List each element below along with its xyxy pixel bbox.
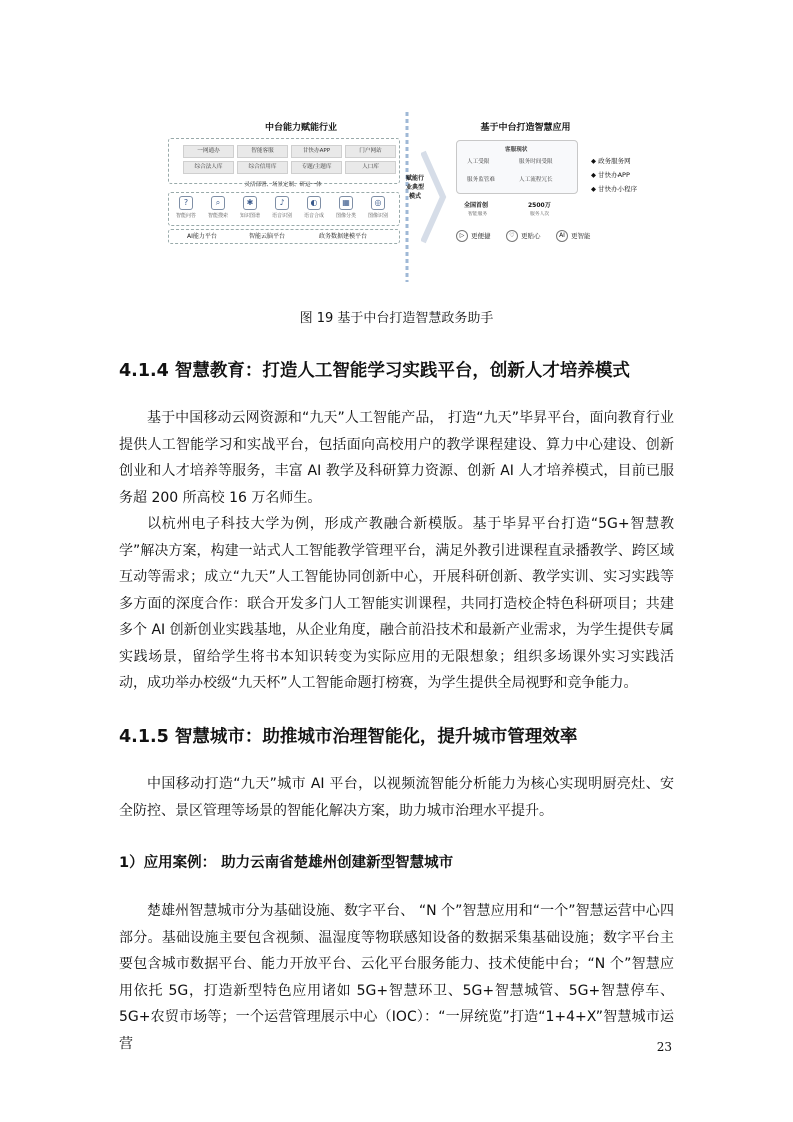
- chip: 门户网站: [345, 145, 396, 158]
- case-body: [119, 898, 674, 1057]
- capability-label: 智能搜索: [207, 213, 228, 219]
- diamond-icon: ◆: [591, 157, 599, 165]
- search-icon: ⌕: [211, 196, 225, 210]
- platform-label: 智能云脑平台: [249, 233, 286, 240]
- status-item: 人工流程冗长: [519, 177, 553, 183]
- channel-chip-group: [168, 138, 400, 184]
- chip: 综合法人库: [183, 161, 234, 174]
- paragraph: 楚雄州智慧城市分为基础设施、数字平台、 “N 个”智慧应用和“一个”智慧运营中心四部分。基础设施主要包含视频、温湿度等物联感知设备的数据采集基础设施；数字平台主要包含城市数据平台、能力开放平台、云化平台服务能力、技术使能中台；“N 个”智慧应用依托 5G，打造新型特色应用诸如 5G+智慧环卫、5G+智慧城管、5G+智慧停车、5G+农贸市场等；一个运营管理展示中心（IOC）：“一屏统览”打造“1+4+X”智慧城市运营: [119, 903, 674, 1052]
- stat-value: 全国首创: [464, 202, 489, 209]
- figure-left-title: 中台能力赋能行业: [264, 123, 337, 133]
- chip: 人口库: [345, 161, 396, 174]
- benefit-label: 更贴心: [521, 232, 541, 240]
- app-list: [591, 154, 691, 196]
- section-4-1-5-body: [119, 771, 674, 824]
- chip: 甘快办APP: [291, 145, 342, 158]
- app-list-item: [591, 182, 691, 196]
- platform-bar: [168, 229, 400, 244]
- stat-value: 2500万: [528, 202, 551, 209]
- image-recognition-icon: ◎: [371, 196, 385, 210]
- figure-smart-government-assistant: [166, 112, 638, 290]
- status-item: 人工受限: [467, 159, 490, 165]
- flow-arrow-icon: [421, 142, 451, 252]
- benefit-item: [506, 230, 541, 242]
- figure-right-title: 基于中台打造智慧应用: [480, 123, 571, 133]
- ai-icon: AI: [556, 230, 568, 242]
- capability-item: [205, 193, 231, 219]
- stat-label: 智能服务: [468, 212, 488, 217]
- capability-label: 图像识别: [367, 213, 388, 219]
- status-box: [456, 140, 578, 194]
- capability-icon-group: [168, 192, 400, 226]
- chip: 综合信用库: [237, 161, 288, 174]
- capability-item: [269, 193, 295, 219]
- app-label: 甘快办小程序: [598, 185, 638, 193]
- capability-item: [301, 193, 327, 219]
- app-list-item: [591, 154, 691, 168]
- capability-item: [173, 193, 199, 219]
- page-number: 23: [656, 1040, 672, 1054]
- status-item: 服务监管难: [467, 177, 495, 183]
- capability-label: 图像分类: [335, 213, 356, 219]
- section-heading-4-1-5: 4.1.5 智慧城市：助推城市治理智能化，提升城市管理效率: [119, 727, 578, 747]
- stats-row: [456, 196, 576, 224]
- platform-label: AI能力平台: [187, 233, 217, 240]
- app-list-item: [591, 168, 691, 182]
- capability-item: [365, 193, 391, 219]
- capability-label: 知识图谱: [239, 213, 260, 219]
- status-item: 服务时间受限: [519, 159, 553, 165]
- benefit-label: 更智能: [571, 232, 591, 240]
- divider-label: 赋能行业典型模式: [405, 175, 424, 200]
- chip: 专题/主题库: [291, 161, 342, 174]
- capability-item: [237, 193, 263, 219]
- paragraph: 基于中国移动云网资源和“九天”人工智能产品， 打造“九天”毕昇平台，面向教育行业提供人工智能学习和实战平台，包括面向高校用户的教学课程建设、算力中心建设、创新创业和人才培养等服务，丰富 AI 教学及科研算力资源、创新 AI 人才培养模式，目前已服务超 200 所高校 16 万名师生。: [119, 410, 674, 506]
- qa-icon: ?: [179, 196, 193, 210]
- app-label: 政务服务网: [598, 157, 631, 165]
- chip: 一网通办: [183, 145, 234, 158]
- deployment-text: 灵活部署、场景定制、研运一体: [244, 182, 322, 188]
- capability-label: 语音合成: [303, 213, 324, 219]
- image-classify-icon: ▦: [339, 196, 353, 210]
- case-heading: 1）应用案例： 助力云南省楚雄州创建新型智慧城市: [119, 855, 454, 871]
- diamond-icon: ◆: [591, 185, 599, 193]
- figure-caption: 图 19 基于中台打造智慧政务助手: [299, 311, 494, 326]
- speech-synthesis-icon: ◐: [307, 196, 321, 210]
- graph-icon: ✱: [243, 196, 257, 210]
- platform-label: 政务数据建模平台: [319, 233, 368, 240]
- section-heading-4-1-4: 4.1.4 智慧教育：打造人工智能学习实践平台，创新人才培养模式: [119, 361, 630, 381]
- benefit-label: 更便捷: [471, 232, 491, 240]
- capability-label: 语音识别: [271, 213, 292, 219]
- capability-label: 智能问答: [175, 213, 196, 219]
- paragraph: 中国移动打造“九天”城市 AI 平台，以视频流智能分析能力为核心实现明厨亮灶、安全防控、景区管理等场景的智能化解决方案，助力城市治理水平提升。: [119, 776, 674, 819]
- status-title: 客服现状: [505, 147, 528, 153]
- benefit-item: [456, 230, 491, 242]
- app-label: 甘快办APP: [598, 171, 630, 179]
- diamond-icon: ◆: [591, 171, 599, 179]
- speech-recognition-icon: ♪: [275, 196, 289, 210]
- capability-item: [333, 193, 359, 219]
- section-4-1-4-body: [119, 405, 674, 697]
- benefit-item: [556, 230, 591, 242]
- paragraph: 以杭州电子科技大学为例，形成产教融合新模版。基于毕昇平台打造“5G+智慧教学”解决方案，构建一站式人工智能教学管理平台，满足外教引进课程直录播教学、跨区域互动等需求；成立“九天”人工智能协同创新中心，开展科研创新、教学实训、实习实践等多方面的深度合作：联合开发多门人工智能实训课程，共同打造校企特色科研项目；共建多个 AI 创新创业实践基地，从企业角度，融合前沿技术和最新产业需求，为学生提供专属实践场景，留给学生将书本知识转变为实际应用的无限想象；组织多场课外实习实践活动，成功举办校级“九天杯”人工智能命题打榜赛，为学生提供全局视野和竞争能力。: [119, 516, 674, 691]
- play-icon: ▷: [456, 230, 468, 242]
- chip: 智能客服: [237, 145, 288, 158]
- stat-label: 服务人次: [530, 212, 550, 217]
- heart-icon: ♡: [506, 230, 518, 242]
